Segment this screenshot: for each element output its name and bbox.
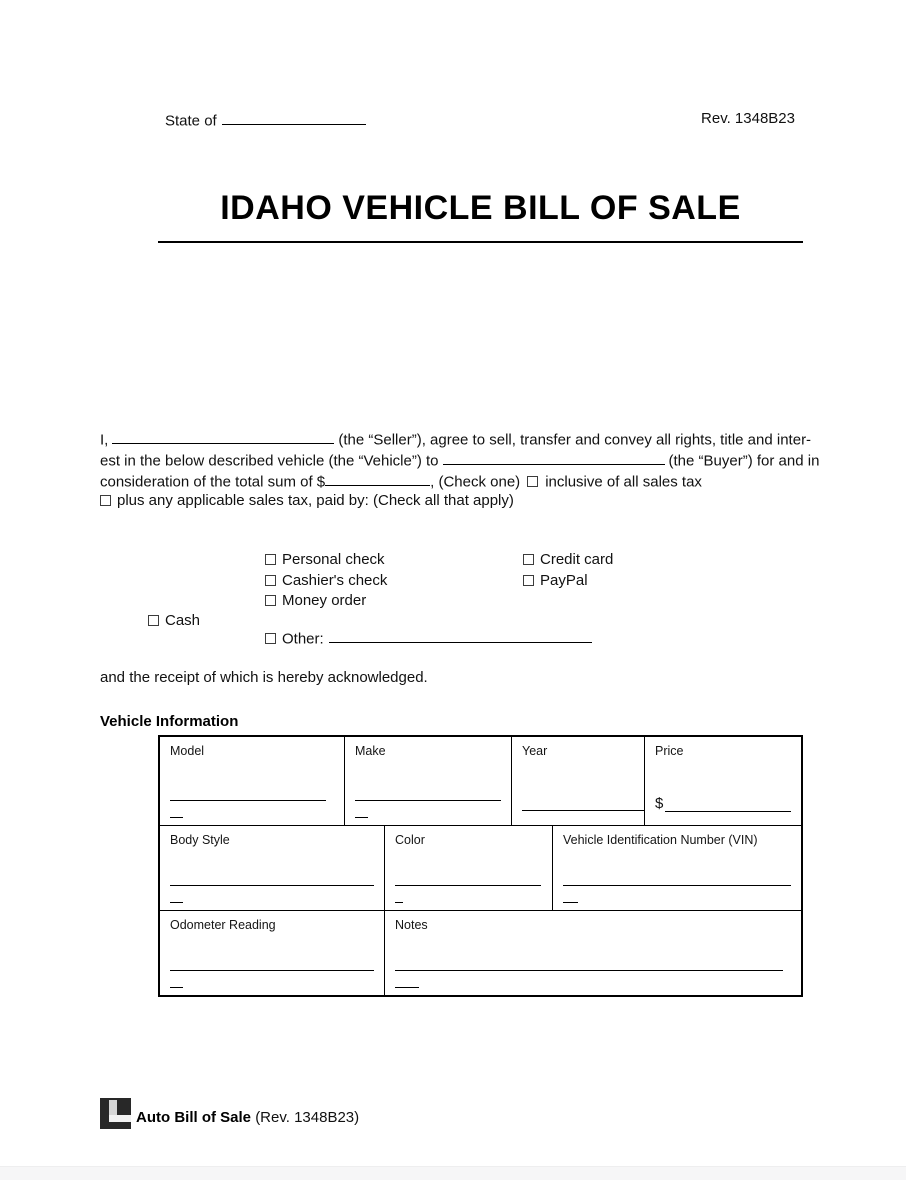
body-style-cell [160,826,385,910]
vin-blank-continuation [563,902,578,903]
cash-checkbox[interactable] [148,615,159,626]
agreement-line-1-post: (the “Seller”), agree to sell, transfer and convey all rights, title and inter- [338,431,812,449]
personal-check-label: Personal check [282,551,385,568]
paypal-checkbox[interactable] [523,575,534,586]
money-order-checkbox[interactable] [265,595,276,606]
make-cell [345,737,512,825]
make-blank-line[interactable] [355,800,501,801]
revision-number: Rev. 1348B23 [701,110,795,127]
cashiers-check-checkbox[interactable] [265,575,276,586]
cashiers-check-label: Cashier's check [282,572,388,589]
agreement-line-2-pre: est in the below described vehicle (the “Vehicle”) to [100,452,439,469]
plus-sales-tax-checkbox[interactable] [100,495,111,506]
agreement-line-2 [100,450,820,471]
agreement-line-2-post: (the “Buyer”) for and in [668,452,820,469]
model-label: Model [170,744,205,758]
odometer-blank-continuation [170,987,183,988]
agreement-line-1-pre: I, [100,431,109,449]
credit-card-checkbox[interactable] [523,554,534,565]
plus-sales-tax-label: plus any applicable sales tax, paid by: (Check all that apply) [117,492,514,510]
vin-cell [553,826,801,910]
color-cell [385,826,553,910]
payment-option-cashiers-check [265,572,387,589]
table-row [160,911,801,995]
cash-label: Cash [165,612,201,629]
make-label: Make [355,744,386,758]
vehicle-information-heading: Vehicle Information [100,713,239,730]
credit-card-label: Credit card [540,551,614,568]
color-blank-line[interactable] [395,885,541,886]
model-cell [160,737,345,825]
price-blank-line[interactable] [665,811,791,812]
inclusive-sales-tax-checkbox[interactable] [527,476,538,487]
agreement-line-4 [100,491,812,511]
year-cell [512,737,645,825]
price-cell [645,737,801,825]
state-of-label: State of [165,112,217,130]
state-name-blank[interactable] [222,110,366,125]
agreement-line-3-pre: consideration of the total sum of $ [100,472,326,490]
other-checkbox[interactable] [265,633,276,644]
payment-option-paypal [523,572,588,589]
vin-label: Vehicle Identification Number (VIN) [563,833,758,847]
make-blank-continuation [355,817,368,818]
notes-cell [385,911,801,995]
payment-option-cash [148,612,200,629]
payment-option-other [265,628,592,647]
buyer-name-blank[interactable] [443,450,665,465]
agreement-paragraph [100,429,820,511]
model-blank-line[interactable] [170,800,326,801]
payment-option-credit-card [523,551,613,568]
color-label: Color [395,833,425,847]
price-label: Price [655,744,684,758]
model-blank-continuation [170,817,183,818]
sale-amount-blank[interactable] [325,471,430,486]
inclusive-sales-tax-label: inclusive of all sales tax [545,472,702,490]
odometer-blank-line[interactable] [170,970,374,971]
body-style-blank-line[interactable] [170,885,374,886]
other-label: Other: [282,630,324,648]
notes-blank-continuation [395,987,419,988]
odometer-label: Odometer Reading [170,918,276,932]
table-row [160,826,801,911]
footer [100,1098,359,1129]
dollar-sign: $ [655,795,664,812]
color-blank-continuation [395,902,403,903]
price-fill-row [655,795,791,812]
footer-text [136,1110,359,1129]
seller-name-blank[interactable] [112,429,334,444]
agreement-line-3 [100,471,812,492]
state-of-field [165,110,366,129]
paypal-label: PayPal [540,572,588,589]
body-style-label: Body Style [170,833,230,847]
agreement-line-3-mid: , (Check one) [430,472,521,490]
year-blank-line[interactable] [522,810,644,811]
odometer-cell [160,911,385,995]
notes-label: Notes [395,918,428,932]
page-edge-strip [0,1166,906,1180]
body-style-blank-continuation [170,902,183,903]
notes-blank-line[interactable] [395,970,783,971]
table-row [160,737,801,826]
receipt-acknowledgement: and the receipt of which is hereby acknowledged. [100,669,428,686]
vehicle-information-table [158,735,803,997]
page-title: IDAHO VEHICLE BILL OF SALE [220,189,741,227]
payment-option-money-order [265,592,366,609]
legal-templates-logo-icon [100,1098,131,1129]
other-payment-blank[interactable] [329,628,592,643]
title-block [158,188,803,243]
money-order-label: Money order [282,592,367,609]
agreement-line-1 [100,429,812,450]
personal-check-checkbox[interactable] [265,554,276,565]
vin-blank-line[interactable] [563,885,791,886]
year-label: Year [522,744,548,758]
footer-revision: (Rev. 1348B23) [255,1109,360,1126]
payment-option-personal-check [265,551,385,568]
footer-document-name: Auto Bill of Sale [136,1109,252,1126]
